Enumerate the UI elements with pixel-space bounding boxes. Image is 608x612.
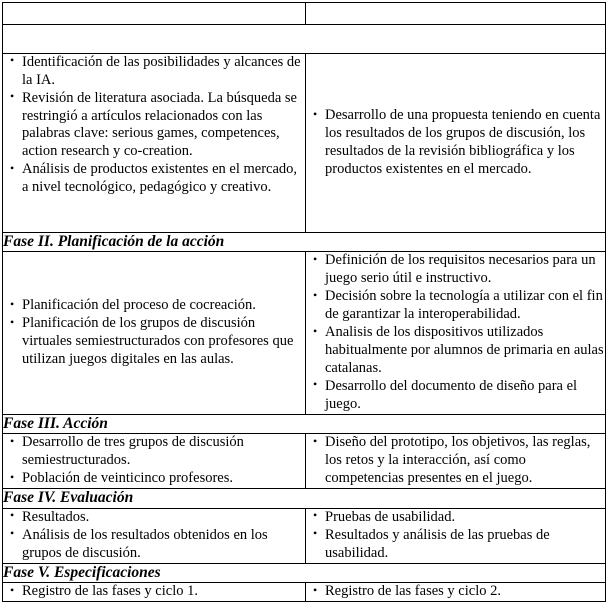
bullet-list: [306, 252, 605, 413]
phase-content-row-fase-4: [3, 508, 606, 563]
list-item: • Decisión sobre la tecnología a utilizar con el fin de garantizar la interoperabilidad.: [325, 288, 605, 324]
phase-banner-row-fase-1: [3, 24, 606, 53]
bullet-list: [306, 583, 605, 601]
cell-fase-5-ciclo-1: [3, 583, 306, 602]
list-item: • Diseño del prototipo, los objetivos, las reglas, los retos y la interacción, así como competencias presentes en el juego.: [325, 434, 605, 488]
list-item: • Resultados.: [22, 509, 305, 527]
phase-title-fase-4: Fase IV. Evaluación: [3, 489, 606, 509]
list-item: • Planificación de los grupos de discusión virtuales semiestructurados con profesores que utilizan juegos digitales en las aulas.: [22, 315, 305, 369]
phase-banner-row-fase-4: [3, 489, 606, 509]
cell-fase-5-ciclo-2: [306, 583, 606, 602]
cell-fase-3-ciclo-1: [3, 434, 306, 489]
table-body: [3, 3, 606, 602]
list-item: • Planificación del proceso de cocreación.: [22, 297, 305, 315]
list-item: • Análisis de los resultados obtenidos en los grupos de discusión.: [22, 527, 305, 563]
list-item: • Desarrollo de una propuesta teniendo en cuenta los resultados de los grupos de discusión, los resultados de la revisión bibliográfica y los productos existentes en el mercado.: [325, 107, 605, 179]
column-header-ciclo-2: Ciclo 2: [306, 3, 606, 25]
list-item: • Análisis de productos existentes en el mercado, a nivel tecnológico, pedagógico y creativo.: [22, 161, 305, 197]
cell-fase-1-ciclo-2: [306, 53, 606, 232]
list-item: • Analisis de los dispositivos utilizados habitualmente por alumnos de primaria en aulas catalanas.: [325, 324, 605, 378]
bullet-list: [3, 434, 305, 488]
phase-content-row-fase-5: [3, 583, 606, 602]
table-header-row: [3, 3, 606, 25]
phase-banner-row-fase-3: [3, 414, 606, 434]
phase-title-fase-1: Fase I. Diagnóstico: [3, 24, 606, 53]
list-item: • Revisión de literatura asociada. La búsqueda se restringió a artículos relacionados con las palabras clave: serious games, competences, action research y co-creation.: [22, 90, 305, 162]
bullet-list: [306, 509, 605, 563]
cell-fase-4-ciclo-1: [3, 508, 306, 563]
bullet-list: [3, 297, 305, 369]
list-item: • Definición de los requisitos necesarios para un juego serio útil e instructivo.: [325, 252, 605, 288]
phase-banner-row-fase-2: [3, 232, 606, 252]
cell-fase-4-ciclo-2: [306, 508, 606, 563]
phase-title-fase-2: Fase II. Planificación de la acción: [3, 232, 606, 252]
cell-fase-2-ciclo-2: [306, 252, 606, 414]
phase-content-row-fase-1: [3, 53, 606, 232]
phase-title-fase-3: Fase III. Acción: [3, 414, 606, 434]
list-item: • Pruebas de usabilidad.: [325, 509, 605, 527]
cycle-phase-table: [2, 2, 606, 602]
list-item: • Registro de las fases y ciclo 1.: [22, 583, 305, 601]
cell-fase-3-ciclo-2: [306, 434, 606, 489]
list-item: • Resultados y análisis de las pruebas de usabilidad.: [325, 527, 605, 563]
list-item: • Identificación de las posibilidades y alcances de la IA.: [22, 54, 305, 90]
bullet-list: [3, 509, 305, 563]
bullet-list: [306, 107, 605, 179]
phase-content-row-fase-2: [3, 252, 606, 414]
list-item: • Población de veinticinco profesores.: [22, 470, 305, 488]
column-header-ciclo-1: Ciclo 1: [3, 3, 306, 25]
cell-fase-2-ciclo-1: [3, 252, 306, 414]
bullet-list: [3, 54, 305, 197]
list-item: • Registro de las fases y ciclo 2.: [325, 583, 605, 601]
phase-banner-row-fase-5: [3, 563, 606, 583]
bullet-list: [3, 583, 305, 601]
list-item: • Desarrollo de tres grupos de discusión semiestructurados.: [22, 434, 305, 470]
bullet-list: [306, 434, 605, 488]
list-item: • Desarrollo del documento de diseño para el juego.: [325, 378, 605, 414]
phase-content-row-fase-3: [3, 434, 606, 489]
cell-fase-1-ciclo-1: [3, 53, 306, 232]
phase-title-fase-5: Fase V. Especificaciones: [3, 563, 606, 583]
